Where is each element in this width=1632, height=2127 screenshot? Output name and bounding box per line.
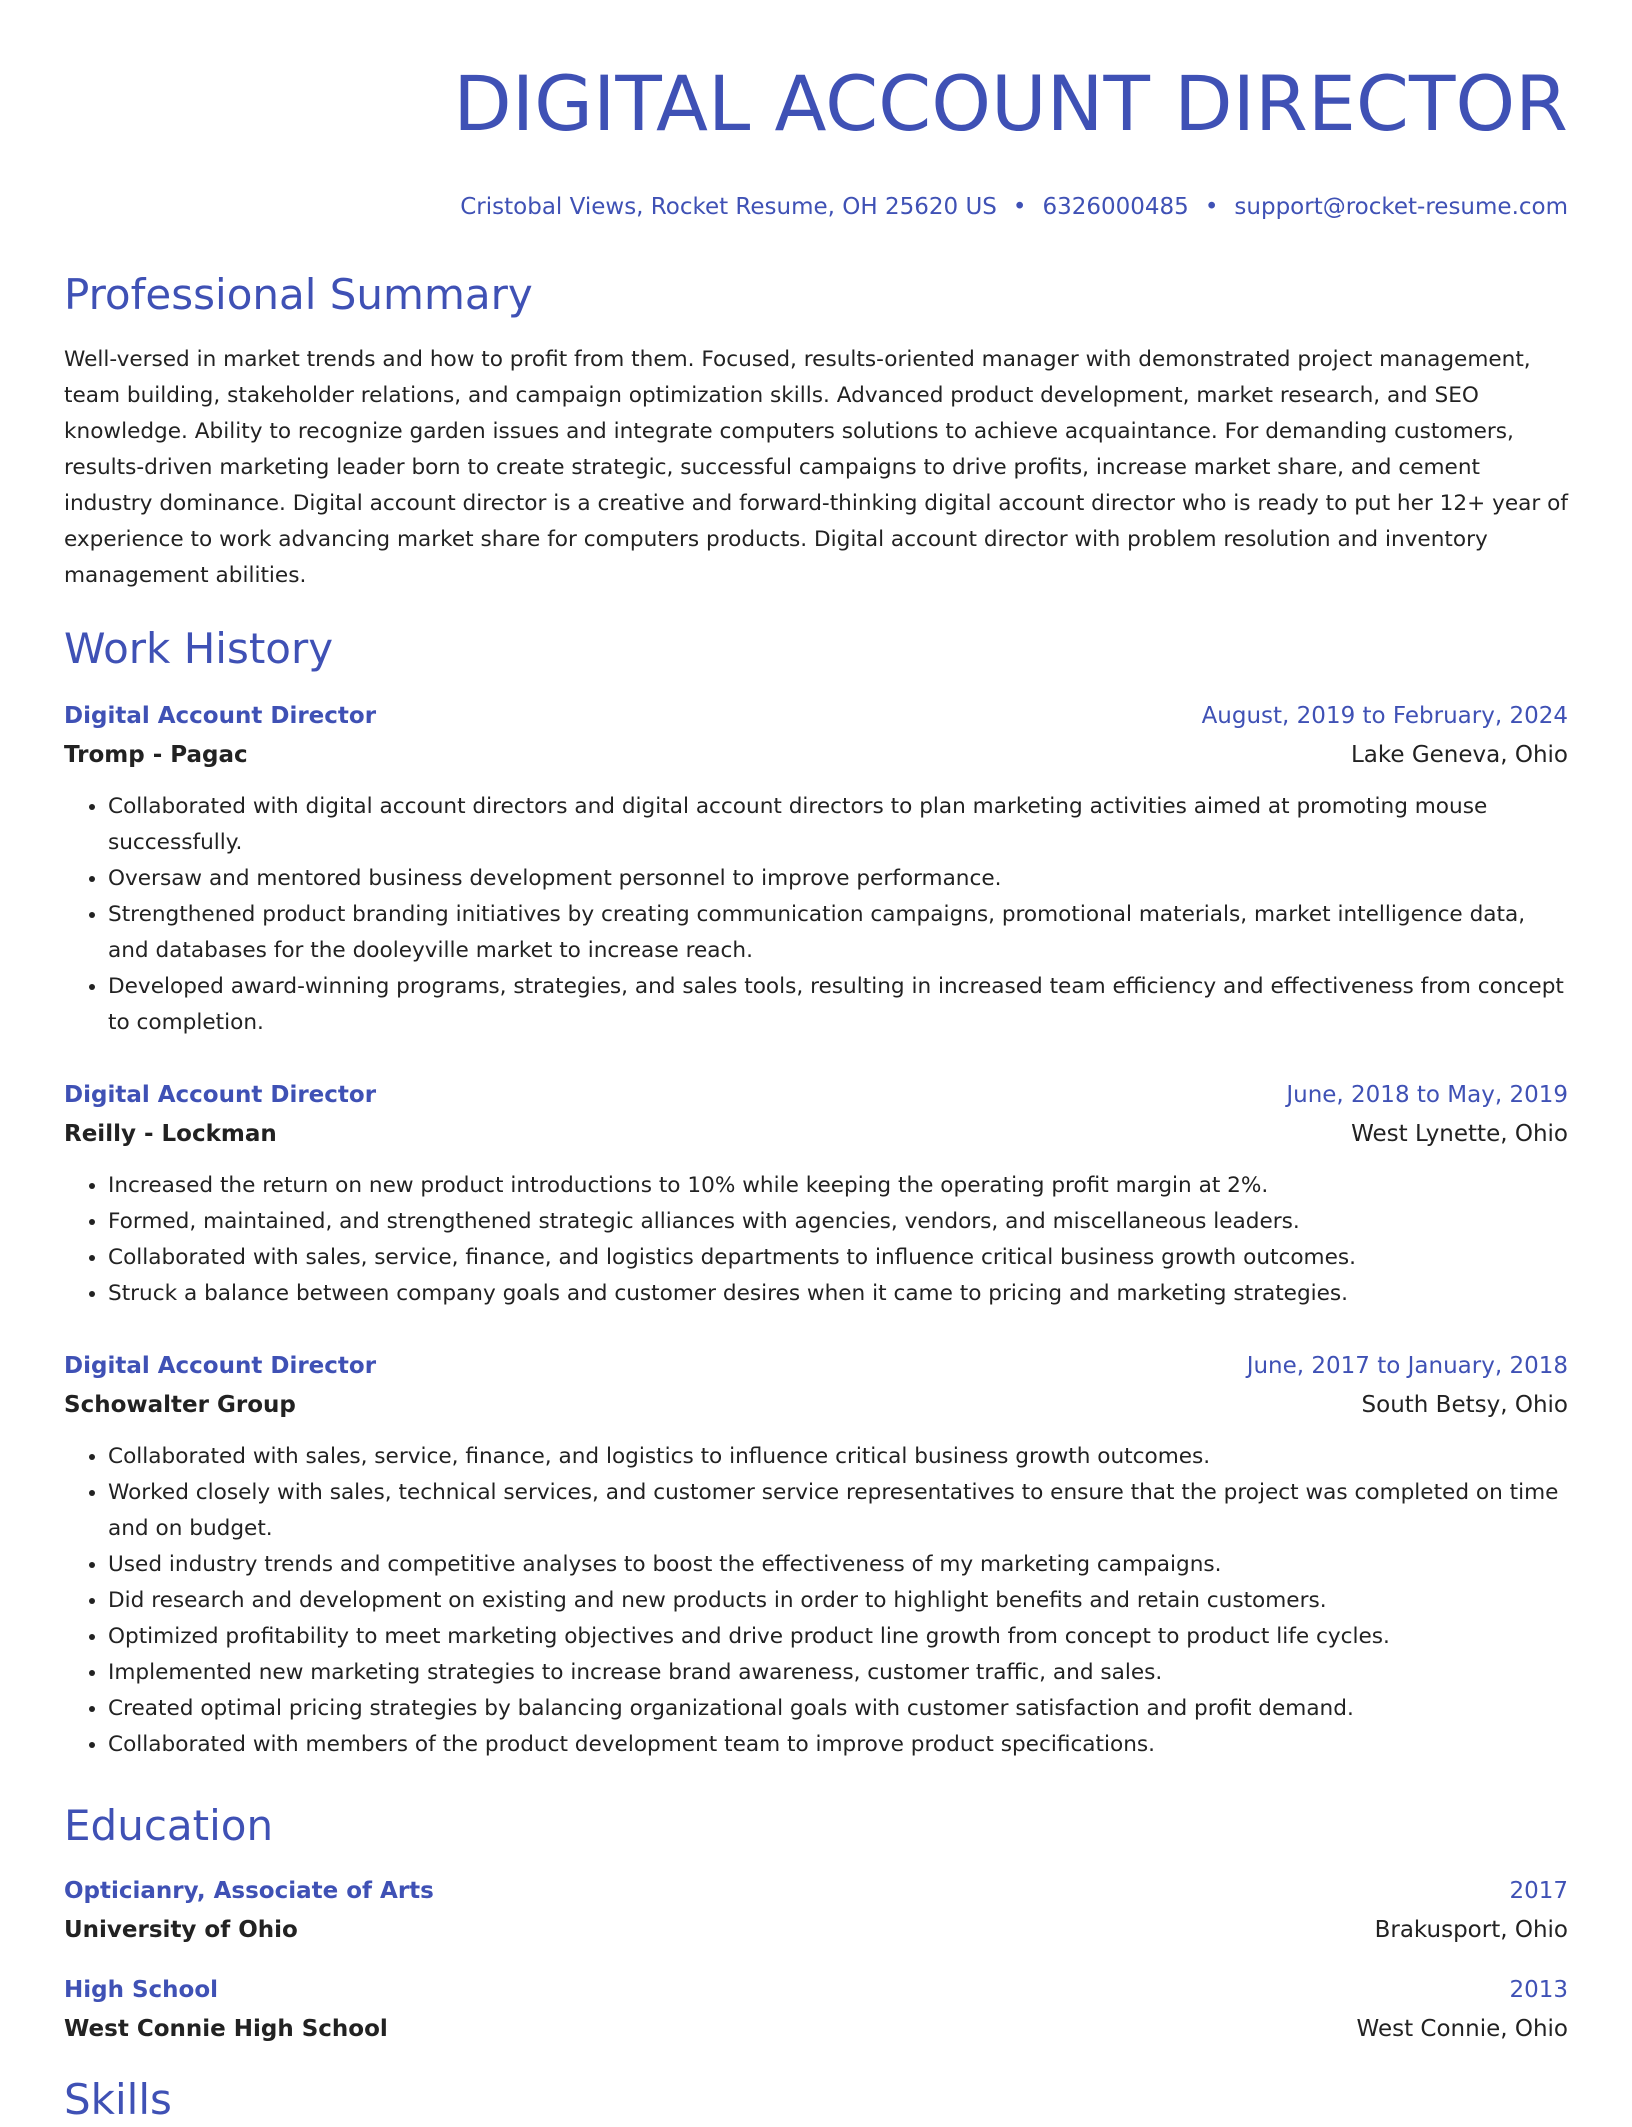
job-bullet: • Collaborated with members of the product development team to improve product specifications. bbox=[108, 1727, 1568, 1763]
job-bullet: • Created optimal pricing strategies by balancing organizational goals with customer satisfaction and profit demand. bbox=[108, 1691, 1568, 1727]
education-degree: Opticianry, Associate of Arts bbox=[64, 1878, 434, 1904]
contact-separator: • bbox=[1012, 194, 1027, 220]
contact-address: Cristobal Views, Rocket Resume, OH 25620 US bbox=[460, 194, 997, 220]
job-location: West Lynette, Ohio bbox=[1351, 1121, 1568, 1147]
job-bullet: • Increased the return on new product introductions to 10% while keeping the operating profit margin at 2%. bbox=[108, 1168, 1568, 1204]
job-dates: June, 2018 to May, 2019 bbox=[1286, 1082, 1568, 1108]
resume-name: DIGITAL ACCOUNT DIRECTOR bbox=[453, 59, 1568, 148]
job-company: Tromp - Pagac bbox=[64, 742, 248, 768]
job-bullet: • Oversaw and mentored business development personnel to improve performance. bbox=[108, 861, 1568, 897]
contact-line bbox=[64, 192, 1568, 222]
contact-phone[interactable]: 6326000485 bbox=[1042, 194, 1189, 220]
job-bullet-list bbox=[64, 789, 1568, 1041]
job-bullet: • Collaborated with sales, service, finance, and logistics departments to influence critical business growth outcomes. bbox=[108, 1240, 1568, 1276]
education-school: West Connie High School bbox=[64, 2016, 388, 2042]
education-year: 2017 bbox=[1509, 1878, 1568, 1904]
education-location: West Connie, Ohio bbox=[1356, 2016, 1568, 2042]
job-bullet: • Optimized profitability to meet marketing objectives and drive product line growth from concept to product life cycles. bbox=[108, 1619, 1568, 1655]
job-bullet: • Collaborated with sales, service, finance, and logistics to influence critical business growth outcomes. bbox=[108, 1439, 1568, 1475]
education-year: 2013 bbox=[1509, 1977, 1568, 2003]
summary-text: Well-versed in market trends and how to profit from them. Focused, results-oriented manager with demonstrated project management, team building, stakeholder relations, and campaign optimization skills. Advanced product development, market research, and SEO knowledge. Ability to recognize garden issues and integrate computers solutions to achieve acquaintance. For demanding customers, results-driven marketing leader born to create strategic, successful campaigns to drive profits, increase market share, and cement industry dominance. Digital account director is a creative and forward-thinking digital account director who is ready to put her 12+ year of experience to work advancing market share for computers products. Digital account director with problem resolution and inventory management abilities. bbox=[64, 347, 1568, 588]
job-bullet: • Collaborated with digital account directors and digital account directors to plan marketing activities aimed at promoting mouse successfully. bbox=[108, 789, 1568, 861]
job-title: Digital Account Director bbox=[64, 703, 377, 729]
education-heading: Education bbox=[64, 1801, 274, 1850]
education-entry bbox=[64, 1974, 1568, 2045]
education-location: Brakusport, Ohio bbox=[1374, 1917, 1568, 1943]
job-bullet: • Formed, maintained, and strengthened strategic alliances with agencies, vendors, and miscellaneous leaders. bbox=[108, 1204, 1568, 1240]
job-entry bbox=[64, 1350, 1568, 1763]
job-bullet: • Used industry trends and competitive analyses to boost the effectiveness of my marketing campaigns. bbox=[108, 1547, 1568, 1583]
job-dates: August, 2019 to February, 2024 bbox=[1201, 703, 1568, 729]
job-company: Schowalter Group bbox=[64, 1392, 296, 1418]
job-dates: June, 2017 to January, 2018 bbox=[1246, 1353, 1568, 1379]
contact-separator: • bbox=[1204, 194, 1219, 220]
job-title: Digital Account Director bbox=[64, 1353, 377, 1379]
job-bullet: • Developed award-winning programs, strategies, and sales tools, resulting in increased team efficiency and effectiveness from concept to completion. bbox=[108, 969, 1568, 1041]
education-degree: High School bbox=[64, 1977, 219, 2003]
contact-email[interactable]: support@rocket-resume.com bbox=[1234, 194, 1568, 220]
job-bullet-list bbox=[64, 1439, 1568, 1763]
job-bullet: • Strengthened product branding initiatives by creating communication campaigns, promotional materials, market intelligence data, and databases for the dooleyville market to increase reach. bbox=[108, 897, 1568, 969]
work-history-heading: Work History bbox=[64, 624, 334, 673]
education-entry bbox=[64, 1875, 1568, 1946]
job-title: Digital Account Director bbox=[64, 1082, 377, 1108]
summary-heading: Professional Summary bbox=[64, 270, 533, 319]
job-bullet-list bbox=[64, 1168, 1568, 1312]
education-school: University of Ohio bbox=[64, 1917, 298, 1943]
job-bullet: • Struck a balance between company goals and customer desires when it came to pricing and marketing strategies. bbox=[108, 1276, 1568, 1312]
job-entry bbox=[64, 1079, 1568, 1312]
job-location: South Betsy, Ohio bbox=[1361, 1392, 1568, 1418]
skills-heading: Skills bbox=[64, 2075, 172, 2124]
job-company: Reilly - Lockman bbox=[64, 1121, 277, 1147]
job-bullet: • Implemented new marketing strategies to increase brand awareness, customer traffic, and sales. bbox=[108, 1655, 1568, 1691]
job-entry bbox=[64, 700, 1568, 1041]
job-bullet: • Worked closely with sales, technical services, and customer service representatives to ensure that the project was completed on time and on budget. bbox=[108, 1475, 1568, 1547]
job-bullet: • Did research and development on existing and new products in order to highlight benefits and retain customers. bbox=[108, 1583, 1568, 1619]
job-location: Lake Geneva, Ohio bbox=[1350, 742, 1568, 768]
